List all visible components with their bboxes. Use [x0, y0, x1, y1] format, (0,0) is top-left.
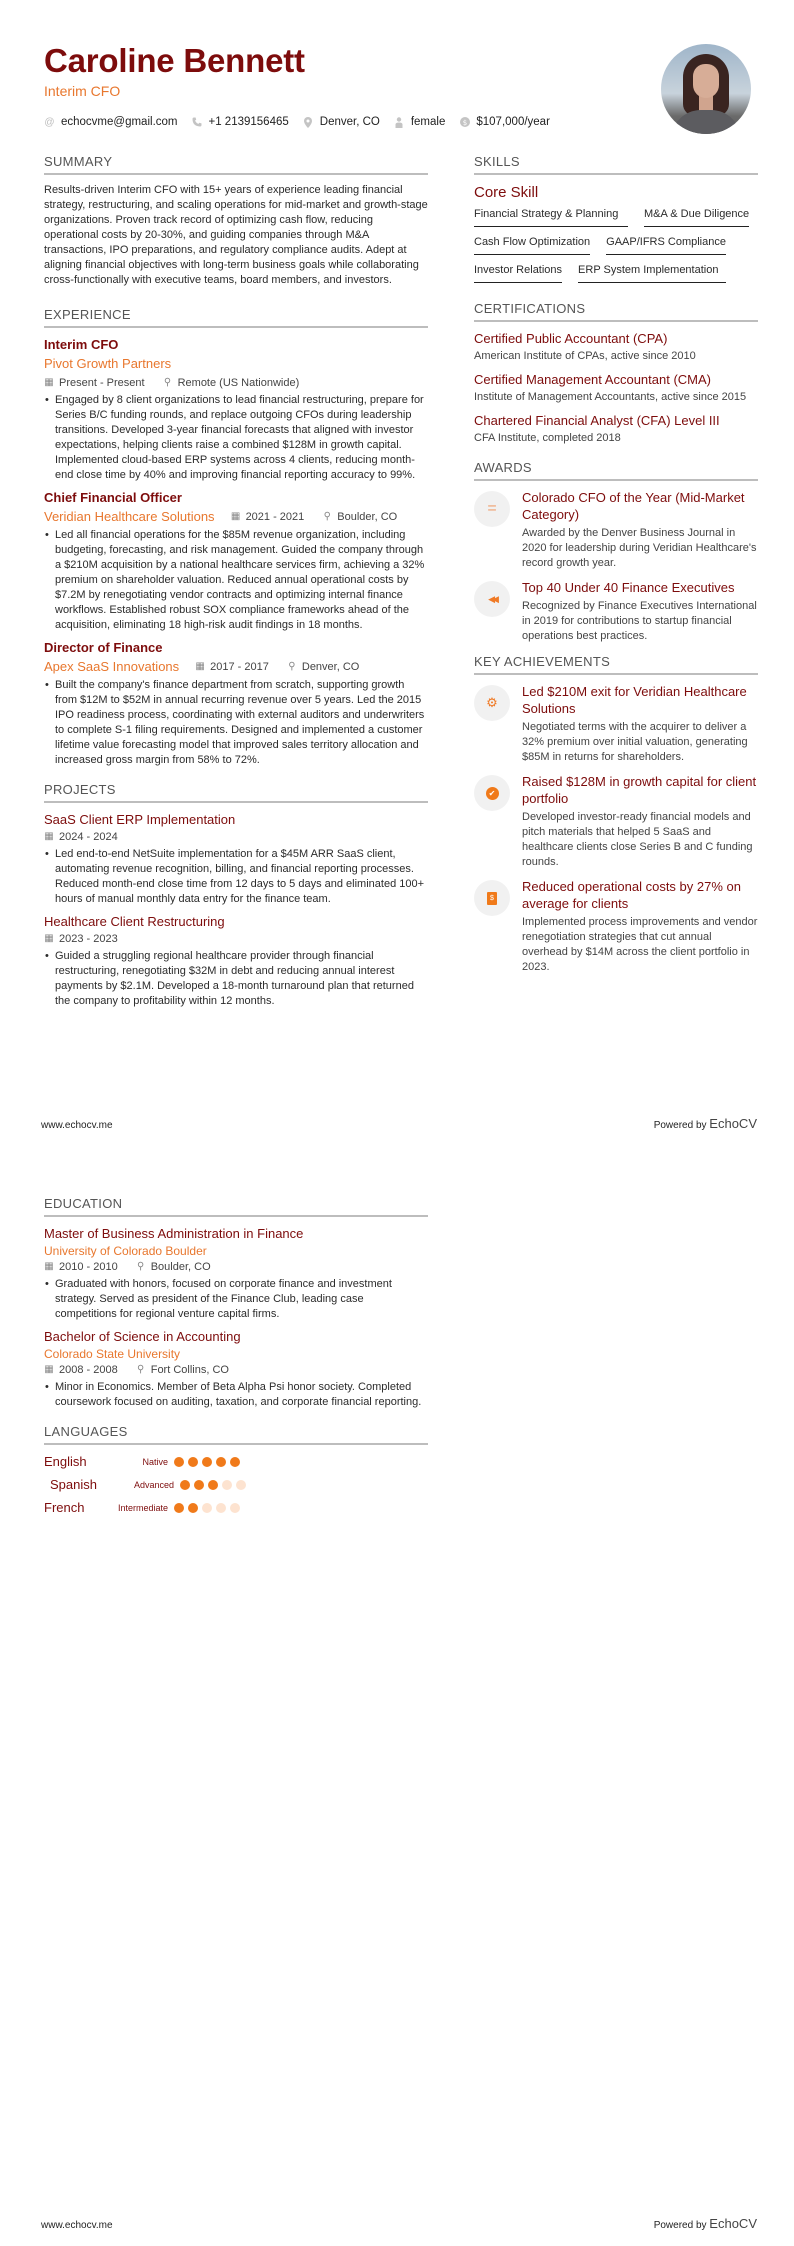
left-column	[44, 1196, 428, 1516]
language-level: Intermediate	[117, 1502, 168, 1513]
achievement-item	[474, 683, 758, 765]
right-column	[474, 154, 758, 983]
footer-brand[interactable]: EchoCV	[709, 2216, 757, 2231]
achievement-desc: Implemented process improvements and vendor renegotiation strategies that cut annual overhead by $14M across the client portfolio in 2023.	[522, 916, 758, 973]
education-bullet: • Graduated with honors, focused on corporate finance and investment strategy. Served as president of the Finance Club, leading case competitions for regional venture capital firms.	[45, 1278, 392, 1320]
calendar-icon: ▦	[44, 1364, 54, 1375]
certifications-section	[474, 301, 758, 446]
at-icon: @	[44, 116, 55, 128]
certification-desc: American Institute of CPAs, active since 2010	[474, 350, 696, 362]
footer-url[interactable]: www.echocv.me	[41, 1120, 113, 1131]
person-icon	[394, 117, 405, 128]
location-icon: ⚲	[288, 661, 296, 672]
skill-tag: GAAP/IFRS Compliance	[606, 235, 726, 255]
skills-list	[474, 207, 758, 283]
section-heading: LANGUAGES	[44, 1424, 428, 1445]
experience-item	[44, 639, 428, 768]
languages-list	[44, 1453, 428, 1516]
contact-gender	[394, 116, 446, 128]
award-title: Top 40 Under 40 Finance Executives	[522, 580, 735, 595]
contact-salary	[459, 116, 550, 128]
project-item	[44, 913, 428, 1009]
calendar-icon: ▦	[44, 377, 54, 388]
experience-section	[44, 307, 428, 768]
location-icon: ⚲	[163, 377, 172, 388]
skills-section	[474, 154, 758, 283]
languages-section	[44, 1424, 428, 1516]
achievement-desc: Developed investor-ready financial models and pitch materials that helped 5 SaaS and healthcare clients close Series B and C funding rounds.	[522, 811, 753, 868]
award-desc: Awarded by the Denver Business Journal in 2020 for leadership during Veridian Healthcare's record growth year.	[522, 527, 757, 569]
check-circle-icon: ✔	[474, 775, 510, 811]
language-item	[50, 1476, 246, 1493]
project-bullet: • Led end-to-end NetSuite implementation for a $45M ARR SaaS client, automating revenue recognition, billing, and financial reporting processes. Reduced month-end close time from 12 days to 5 days and eliminated 100+ hours of manual monthly data entry for the finance team.	[45, 848, 425, 905]
project-item	[44, 811, 428, 907]
certification-desc: Institute of Management Accountants, active since 2015	[474, 391, 747, 403]
calendar-icon: ▦	[44, 831, 54, 842]
education-section	[44, 1196, 428, 1410]
project-bullet: • Guided a struggling regional healthcare provider through financial restructuring, renegotiating $32M in debt and reducing annual interest payments by $2.1M. Developed a 18-month turnaround plan that returned the company to profitability within 12 months.	[45, 950, 414, 1007]
job-title: Chief Financial Officer	[44, 490, 182, 505]
summary-section	[44, 154, 428, 288]
contact-phone[interactable]	[192, 116, 289, 128]
section-heading: PROJECTS	[44, 782, 428, 803]
language-item	[44, 1499, 240, 1516]
certification-desc: CFA Institute, completed 2018	[474, 432, 621, 444]
project-dates: 2024 - 2024	[59, 831, 118, 843]
education-dates: 2010 - 2010	[59, 1261, 118, 1273]
experience-item	[44, 489, 428, 633]
section-heading: CERTIFICATIONS	[474, 301, 758, 322]
school-name: University of Colorado Boulder	[44, 1244, 207, 1258]
education-location: Fort Collins, CO	[150, 1364, 229, 1376]
section-heading: EDUCATION	[44, 1196, 428, 1217]
summary-text: Results-driven Interim CFO with 15+ years of experience leading financial strategy, restructuring, and scaling operations for mid-market and growth-stage organizations. Proven track record of optimizing cash flow, reducing operational costs by 20-30%, and guiding companies through M&A transactions, IPO preparations, and regulatory compliance audits. Adept at aligning financial objectives with long-term business goals while collaborating cross-functionally with executive teams, board members, and investors.	[44, 184, 428, 286]
certification-item	[474, 412, 758, 446]
candidate-name: Caroline Bennett	[44, 42, 305, 79]
contact-location	[303, 116, 380, 128]
section-heading: SUMMARY	[44, 154, 428, 175]
footer-brand[interactable]: EchoCV	[709, 1116, 757, 1131]
education-meta	[44, 1362, 428, 1378]
equals-icon: =	[474, 491, 510, 527]
education-meta	[44, 1259, 428, 1275]
skill-group-title: Core Skill	[474, 184, 539, 201]
education-item	[44, 1225, 428, 1322]
phone-icon	[192, 117, 203, 128]
certification-title: Certified Public Accountant (CPA)	[474, 331, 668, 346]
project-meta	[44, 829, 428, 845]
language-level: Native	[142, 1456, 168, 1467]
company-name: Apex SaaS Innovations	[44, 659, 180, 674]
achievement-title: Raised $128M in growth capital for client portfolio	[522, 774, 757, 806]
section-heading: SKILLS	[474, 154, 758, 175]
job-meta	[231, 509, 398, 525]
contact-bar	[44, 116, 644, 128]
skill-tag: Cash Flow Optimization	[474, 235, 590, 255]
job-bullet: • Built the company's finance department from scratch, supporting growth from $12M to $52M in annual recurring revenue over 5 years. Led the 2015 IPO readiness process, coordinating with external auditors and underwriters to complete S-1 filing requirements. Designed and implemented a customer lifetime value forecasting model that improved sales territory allocation and increased gross margin from 58% to 72%.	[45, 679, 425, 766]
education-bullet: • Minor in Economics. Member of Beta Alpha Psi honor society. Completed coursework focused on auditing, taxation, and corporate financial reporting.	[45, 1381, 422, 1408]
education-item	[44, 1328, 428, 1410]
calendar-icon: ▦	[44, 1261, 54, 1272]
calendar-icon: ▦	[44, 933, 54, 944]
company-name: Pivot Growth Partners	[44, 356, 172, 371]
project-dates: 2023 - 2023	[59, 933, 118, 945]
file-dollar-icon: $	[474, 880, 510, 916]
language-rating	[180, 1480, 246, 1490]
company-name: Veridian Healthcare Solutions	[44, 509, 215, 524]
degree: Master of Business Administration in Finance	[44, 1226, 304, 1241]
certification-item	[474, 371, 758, 405]
location-icon: ⚲	[137, 1261, 145, 1272]
achievement-item	[474, 773, 758, 870]
projects-section	[44, 782, 428, 1009]
job-location: Denver, CO	[301, 661, 360, 673]
job-location: Remote (US Nationwide)	[177, 377, 300, 389]
language-name: Spanish	[50, 1477, 97, 1492]
certification-item	[474, 330, 758, 364]
award-desc: Recognized by Finance Executives International in 2019 for contributions to startup financial operations best practices.	[522, 600, 757, 642]
achievement-title: Led $210M exit for Veridian Healthcare Solutions	[522, 684, 747, 716]
education-dates: 2008 - 2008	[59, 1364, 118, 1376]
location-icon	[303, 117, 314, 128]
language-rating	[174, 1457, 240, 1467]
section-heading: KEY ACHIEVEMENTS	[474, 654, 758, 675]
section-heading: EXPERIENCE	[44, 307, 428, 328]
experience-item	[44, 336, 428, 483]
award-item	[474, 489, 758, 571]
language-name: French	[44, 1500, 85, 1515]
footer-powered: Powered by EchoCV	[653, 1116, 757, 1131]
salary-icon	[459, 117, 470, 128]
calendar-icon: ▦	[230, 511, 241, 522]
achievement-desc: Negotiated terms with the acquirer to deliver a 32% premium over initial valuation, generating $85M in returns for shareholders.	[522, 721, 748, 763]
skill-tag: M&A & Due Diligence	[644, 207, 749, 227]
rewind-icon: ◀◀	[474, 581, 510, 617]
resume-page-2	[0, 1123, 794, 2246]
job-dates: 2017 - 2017	[210, 661, 269, 673]
education-location: Boulder, CO	[150, 1261, 211, 1273]
location-text: Denver, CO	[319, 116, 380, 128]
footer-url[interactable]: www.echocv.me	[41, 2220, 113, 2231]
salary-text: $107,000/year	[476, 116, 550, 128]
svg-text:$: $	[462, 118, 468, 127]
skill-tag: Financial Strategy & Planning	[474, 207, 628, 227]
location-icon: ⚲	[323, 511, 331, 522]
skill-tag: Investor Relations	[474, 263, 562, 283]
language-rating	[174, 1503, 240, 1513]
resume-header	[44, 42, 644, 128]
gender-text: female	[410, 116, 446, 128]
certification-title: Certified Management Accountant (CMA)	[474, 372, 711, 387]
achievement-item	[474, 878, 758, 975]
gear-icon: ⚙	[474, 685, 510, 721]
project-title: Healthcare Client Restructuring	[44, 914, 225, 929]
achievement-title: Reduced operational costs by 27% on average for clients	[522, 879, 741, 911]
award-title: Colorado CFO of the Year (Mid-Market Category)	[522, 490, 745, 522]
candidate-title: Interim CFO	[44, 83, 121, 99]
job-title: Director of Finance	[44, 640, 163, 655]
job-title: Interim CFO	[44, 337, 119, 352]
section-heading: AWARDS	[474, 460, 758, 481]
degree: Bachelor of Science in Accounting	[44, 1329, 241, 1344]
profile-photo	[661, 44, 751, 134]
job-bullet: • Led all financial operations for the $85M revenue organization, including budgeting, forecasting, and risk management. Guided the company through a $210M acquisition by a national healthcare services firm, achieving a 32% premium on shareholder valuation. Reduced annual operational costs by $7.2M by renegotiating vendor contracts and optimizing internal finance workflows. Established robust SOX compliance frameworks ahead of the acquisition, eliminating 18 high-risk audit findings in 18 months.	[45, 529, 425, 631]
language-level: Advanced	[133, 1479, 174, 1490]
job-dates: 2021 - 2021	[245, 511, 305, 523]
project-meta	[44, 931, 428, 947]
project-title: SaaS Client ERP Implementation	[44, 812, 236, 827]
footer-powered: Powered by EchoCV	[653, 2216, 757, 2231]
awards-section	[474, 460, 758, 644]
award-item	[474, 579, 758, 644]
email-text: echocvme@gmail.com	[61, 116, 178, 128]
language-item	[44, 1453, 240, 1470]
skill-tag: ERP System Implementation	[578, 263, 726, 283]
phone-text: +1 2139156465	[208, 116, 289, 128]
job-location: Boulder, CO	[337, 511, 398, 523]
achievements-section	[474, 654, 758, 975]
left-column	[44, 154, 428, 1015]
location-icon: ⚲	[137, 1364, 145, 1375]
job-dates: Present - Present	[59, 377, 145, 389]
school-name: Colorado State University	[44, 1347, 181, 1361]
certification-title: Chartered Financial Analyst (CFA) Level III	[474, 413, 720, 428]
page-footer	[41, 2216, 757, 2231]
job-bullet: • Engaged by 8 client organizations to lead financial restructuring, prepare for Series B/C funding rounds, and replace outgoing CFOs during leadership transitions. Developed 3-year financial forecasts that aligned with investor expectations, helping clients raise a combined $128M in growth capital. Implemented cloud-based ERP systems across 4 clients, reducing month-end close time by 40% and improving financial reporting accuracy to 99%.	[45, 394, 424, 481]
calendar-icon: ▦	[195, 661, 205, 672]
job-meta	[195, 659, 359, 675]
language-name: English	[44, 1454, 87, 1469]
contact-email[interactable]	[44, 116, 178, 128]
job-meta	[44, 375, 428, 391]
